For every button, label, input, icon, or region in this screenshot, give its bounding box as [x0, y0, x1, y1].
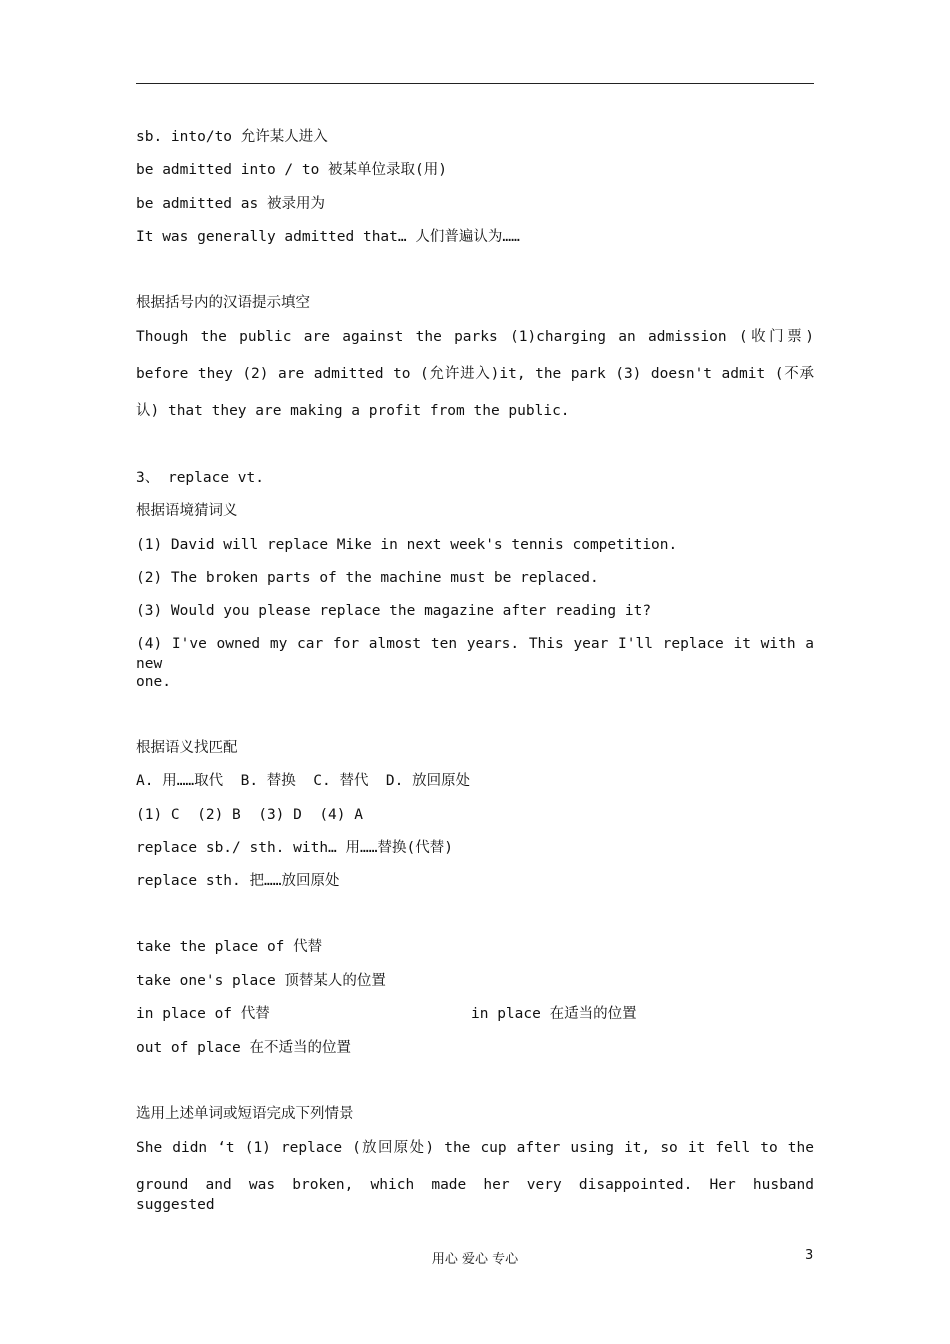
heading-match: 根据语义找匹配 — [136, 740, 238, 756]
usage-line: replace sth. 把……放回原处 — [136, 873, 340, 889]
phrase-line: in place 在适当的位置 — [471, 1006, 637, 1022]
footer-text: 用心 爱心 专心 — [431, 1252, 519, 1267]
example-sentence: one. — [136, 674, 171, 690]
phrase-line: take one's place 顶替某人的位置 — [136, 973, 386, 989]
phrase-line: out of place 在不适当的位置 — [136, 1040, 351, 1056]
match-options: A. 用……取代 B. 替换 C. 替代 D. 放回原处 — [136, 773, 471, 789]
paragraph-line: ground and was broken, which made her very disappointed. Her husband suggested — [136, 1177, 814, 1213]
phrase-line: take the place of 代替 — [136, 939, 323, 955]
usage-line: replace sb./ sth. with… 用……替换(代替) — [136, 840, 453, 856]
heading-fill-blanks: 根据括号内的汉语提示填空 — [136, 295, 310, 311]
heading-guess-meaning: 根据语境猜词义 — [136, 503, 238, 519]
example-sentence: (4) I've owned my car for almost ten years. This year I'll replace it with a new — [136, 636, 814, 672]
match-answers: (1) C (2) B (3) D (4) A — [136, 807, 363, 823]
paragraph-line: 认) that they are making a profit from the public. — [136, 403, 570, 419]
paragraph-line: Though the public are against the parks (1)charging an admission (收门票) — [136, 329, 814, 345]
header-rule — [136, 83, 814, 84]
heading-complete: 选用上述单词或短语完成下列情景 — [136, 1106, 354, 1122]
line-admitted-as: be admitted as 被录用为 — [136, 196, 325, 212]
example-sentence: (2) The broken parts of the machine must be replaced. — [136, 570, 599, 586]
section-title-replace: 3、 replace vt. — [136, 470, 264, 486]
example-sentence: (3) Would you please replace the magazine after reading it? — [136, 603, 652, 619]
page-number: 3 — [805, 1248, 814, 1263]
phrase-line: in place of 代替 — [136, 1006, 270, 1022]
paragraph-line: She didn ‘t (1) replace (放回原处) the cup after using it, so it fell to the — [136, 1140, 814, 1156]
line-generally-admitted: It was generally admitted that… 人们普遍认为…… — [136, 229, 520, 245]
example-sentence: (1) David will replace Mike in next week's tennis competition. — [136, 537, 678, 553]
line-admitted-into: be admitted into / to 被某单位录取(用) — [136, 162, 448, 178]
line-admit-into: sb. into/to 允许某人进入 — [136, 129, 328, 145]
paragraph-line: before they (2) are admitted to (允许进入)it, the park (3) doesn't admit (不承 — [136, 366, 814, 382]
